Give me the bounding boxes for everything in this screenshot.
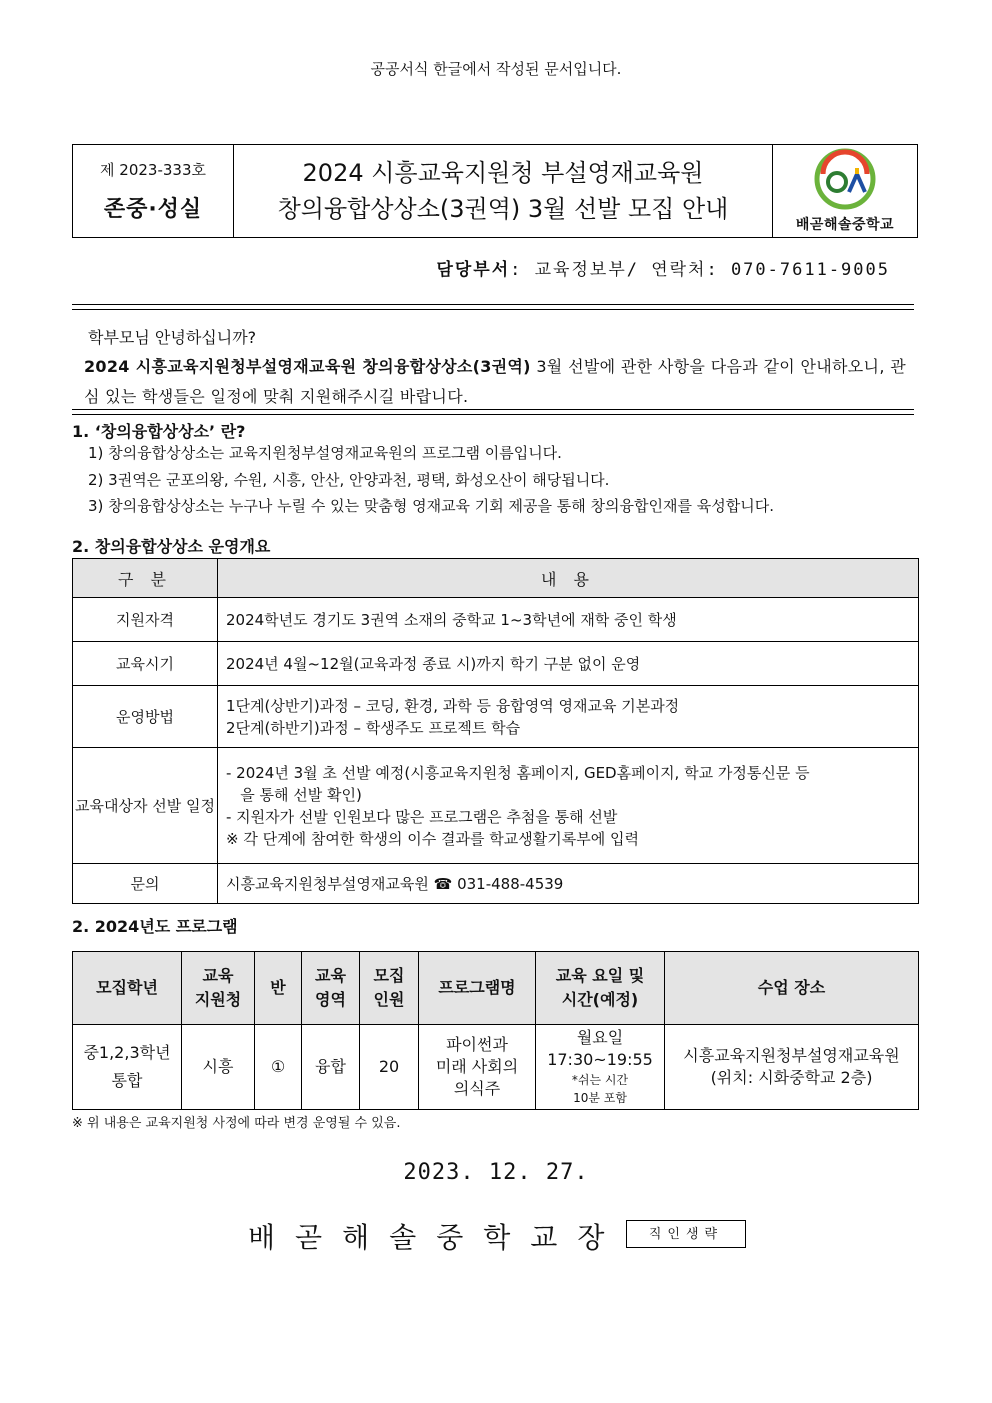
section1-item: 1) 창의융합상상소는 교육지원청부설영재교육원의 프로그램 이름입니다. [88,444,562,462]
header-grade: 모집학년 [73,952,182,1025]
school-motto: 존중·성실 [103,197,203,222]
time-main: 월요일 17:30~19:55 [547,1028,653,1069]
row-value [218,642,919,686]
cell-time [536,1025,665,1110]
table-row [73,598,919,642]
cell-grade: 중1,2,3학년 통합 [73,1025,182,1110]
cell-class: ① [255,1025,302,1110]
row-line: - 지원자가 선발 인원보다 많은 프로그램은 추첨을 통해 선발 [226,807,618,826]
row-value [218,598,919,642]
cell-area: 융합 [302,1025,360,1110]
row-label: 교육시기 [73,642,218,686]
seal-omitted-box: 직인생략 [626,1220,746,1248]
document-header [72,144,918,238]
document-date: 2023. 12. 27. [403,1160,589,1185]
intro-paragraph [84,352,906,412]
table-row [73,864,919,904]
row-line: - 2024년 3월 초 선발 예정(시흥교육지원청 홈페이지, GED홈페이지, 학교 가정통신문 등 [226,763,810,782]
cell-office: 시흥 [182,1025,255,1110]
row-label: 문의 [73,864,218,904]
header-count: 모집 인원 [360,952,419,1025]
table-row [73,748,919,864]
row-line: 2단계(하반기)과정 – 학생주도 프로젝트 학습 [226,718,521,737]
section1-item: 3) 창의융합상상소는 누구나 누릴 수 있는 맞춤형 영재교육 기회 제공을 통해 창의융합인재를 육성합니다. [88,497,774,515]
table-header-row [73,952,919,1025]
school-logo-name: 배곧해솔중학교 [795,217,895,233]
cell-place: 시흥교육지원청부설영재교육원 (위치: 시화중학교 2층) [665,1025,919,1110]
cell-program: 파이썬과 미래 사회의 의식주 [419,1025,536,1110]
header-place: 수업 장소 [665,952,919,1025]
title-line-2: 창의융합상상소(3권역) 3월 선발 모집 안내 [277,195,729,223]
header-office: 교육 지원청 [182,952,255,1025]
divider [72,409,914,415]
section3-title: 2. 2024년도 프로그램 [72,917,238,936]
school-logo [773,145,917,237]
time-note: *쉬는 시간 10분 포함 [571,1073,629,1105]
header-left [73,145,234,237]
row-value [218,686,919,748]
section2-title: 2. 창의융합상상소 운영개요 [72,537,271,556]
row-line: 을 통해 선발 확인) [226,785,362,804]
header-class: 반 [255,952,302,1025]
row-line: 1단계(상반기)과정 – 코딩, 환경, 과학 등 융합영역 영재교육 기본과정 [226,696,680,715]
row-value [218,748,919,864]
signature: 배곧해솔중학교장 [248,1221,625,1254]
table-row [73,686,919,748]
divider [72,304,914,310]
title-line-1: 2024 시흥교육지원청 부설영재교육원 [302,159,704,187]
row-line: 2024학년도 경기도 3권역 소재의 중학교 1~3학년에 재학 중인 학생 [226,610,677,629]
row-value [218,864,919,904]
intro-bold: 2024 시흥교육지원청부설영재교육원 창의융합상상소(3권역) [84,357,531,376]
row-line: 2024년 4월~12월(교육과정 종료 시)까지 학기 구분 없이 운영 [226,654,641,673]
row-label: 교육대상자 선발 일정 [73,748,218,864]
header-category: 구 분 [73,559,218,598]
section1-title: 1. ‘창의융합상상소’ 란? [72,422,246,441]
table-row [73,642,919,686]
dept-label: 담당부서 [436,260,511,280]
header-area: 교육 영역 [302,952,360,1025]
section1-item: 2) 3권역은 군포의왕, 수원, 시흥, 안산, 안양과천, 평택, 화성오산이 해당됩니다. [88,471,610,489]
table-header-row [73,559,919,598]
contact-line [436,255,890,280]
school-emblem-icon [813,148,877,210]
dept-value: : 교육정보부/ 연락처: 070-7611-9005 [510,260,890,280]
intro-rest: 3월 선발에 관한 사항을 다음과 같이 안내하오니, 관심 있는 학생들은 일정에 맞춰 지원해주시길 바랍니다. [84,357,906,406]
header-program: 프로그램명 [419,952,536,1025]
header-time: 교육 요일 및 시간(예정) [536,952,665,1025]
table-row [73,1025,919,1110]
greeting: 학부모님 안녕하십니까? [88,328,257,347]
row-line: 시흥교육지원청부설영재교육원 ☎ 031-488-4539 [226,874,564,893]
program-table [72,951,919,1110]
overview-table [72,558,919,904]
row-line: ※ 각 단계에 참여한 학생의 이수 결과를 학교생활기록부에 입력 [226,829,639,848]
row-label: 지원자격 [73,598,218,642]
row-label: 운영방법 [73,686,218,748]
header-title [234,145,773,237]
document-number: 제 2023-333호 [100,161,206,179]
header-content: 내 용 [218,559,919,598]
footnote: ※ 위 내용은 교육지원청 사정에 따라 변경 운영될 수 있음. [72,1116,401,1131]
cell-count: 20 [360,1025,419,1110]
top-note: 공공서식 한글에서 작성된 문서입니다. [370,60,622,78]
